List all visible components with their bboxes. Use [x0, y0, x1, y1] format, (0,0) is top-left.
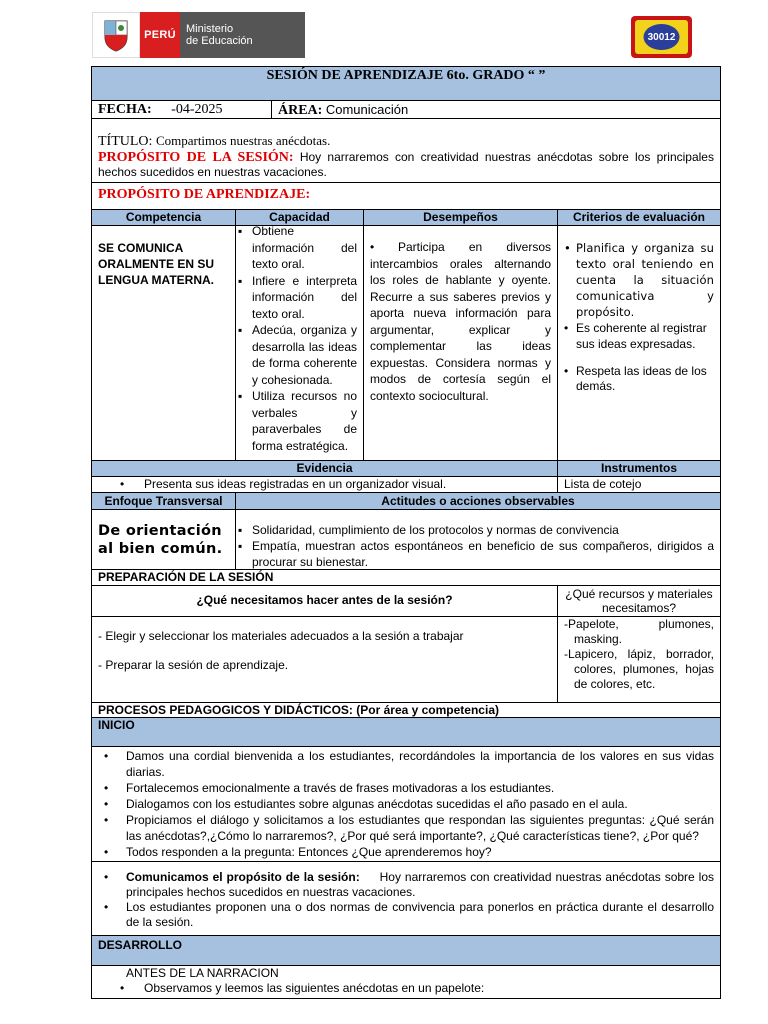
- criteria-list: [562, 240, 714, 394]
- session-purpose-value: Hoy narraremos con creatividad nuestras anécdotas sobre los principales hechos sucedidos en nuestras vacaciones.: [98, 150, 714, 179]
- evidence-header: Evidencia: [92, 461, 558, 476]
- inicio-item: • Damos una cordial bienvenida a los estudiantes, recordándoles la importancia de los valores en sus vidas diarias.: [102, 748, 714, 780]
- desarrollo-body: [92, 966, 720, 998]
- area-cell: [272, 101, 720, 118]
- attitudes-cell: [236, 510, 720, 569]
- date-cell: [92, 101, 272, 118]
- preparation-action: - Elegir y seleccionar los materiales adecuados a la sesión a trabajar: [98, 629, 464, 643]
- antes-label: ANTES DE LA NARRACION: [126, 966, 279, 980]
- performance-cell: [364, 226, 558, 460]
- col-criterios: Criterios de evaluación: [572, 210, 706, 224]
- observe-text: Observamos y leemos las siguientes anécdotas en un papelote:: [144, 981, 485, 995]
- purpose-communication-body: [92, 862, 720, 936]
- competency-header-row: [92, 210, 720, 226]
- capacities-cell: [236, 226, 364, 460]
- session-purpose: [98, 150, 714, 179]
- attitudes-list: [238, 522, 714, 570]
- material-item: -Lapicero, lápiz, borrador, colores, plumones, hojas de colores, etc.: [564, 647, 714, 691]
- evidence-cell: [92, 477, 558, 492]
- inicio-item: • Dialogamos con los estudiantes sobre algunas anécdotas sucedidas el año pasado en el aula.: [102, 796, 714, 812]
- preparation-questions-row: [92, 586, 720, 617]
- desarrollo-header: DESARROLLO: [92, 936, 720, 966]
- col-capacidad: Capacidad: [236, 210, 364, 225]
- capacities-list: [238, 223, 357, 454]
- inicio-item: • Fortalecemos emocionalmente a través de frases motivadoras a los estudiantes.: [102, 780, 714, 796]
- school-number: 30012: [647, 32, 676, 43]
- approach-header: Enfoque Transversal: [92, 493, 236, 509]
- ministry-label: [180, 12, 305, 58]
- col-desempenos: Desempeños: [364, 210, 558, 225]
- evidence-row: [92, 477, 720, 493]
- evidence-header-row: [92, 461, 720, 477]
- title-line: [98, 133, 714, 150]
- competency-text: SE COMUNICA ORALMENTE EN SU LENGUA MATERNA.: [92, 226, 236, 460]
- criteria-cell: [558, 226, 720, 460]
- approach-header-row: [92, 493, 720, 510]
- purpose-list: [102, 870, 714, 930]
- bullet-icon: •: [120, 981, 125, 995]
- instruments-header: Instrumentos: [600, 461, 677, 475]
- purpose-value: Hoy narraremos con creatividad nuestras anécdotas sobre los principales hechos sucedidos en nuestras vacaciones.: [126, 870, 714, 899]
- performance-text: Participa en diversos intercambios orales alternando los roles de hablante y oyente. Recurre a sus saberes previos y aporta nueva información para argumentar, explicar y complementar las ideas expuestas. Considera normas y modos de cortesía según el contexto sociocultural.: [370, 240, 551, 403]
- ministry-line2: de Educación: [186, 35, 253, 47]
- material-item: -Papelote, plumones, masking.: [564, 617, 714, 646]
- bullet-icon: •: [370, 240, 375, 254]
- inicio-list: [102, 748, 714, 860]
- inicio-header: INICIO: [92, 718, 720, 747]
- approach-text: De orientación al bien común.: [92, 510, 236, 569]
- title-value: Compartimos nuestras anécdotas.: [155, 133, 331, 148]
- norms-item: • Los estudiantes proponen una o dos normas de convivencia para ponerlos en práctica durante el desarrollo de la sesión.: [102, 900, 714, 930]
- inicio-body: [92, 747, 720, 862]
- session-purpose-label: PROPÓSITO DE LA SESIÓN:: [98, 150, 294, 165]
- inicio-item: • Todos responden a la pregunta: Entonces ¿Que aprenderemos hoy?: [102, 844, 714, 860]
- preparation-header: PREPARACIÓN DE LA SESIÓN: [92, 570, 720, 586]
- bullet-icon: •: [120, 477, 125, 491]
- preparation-body-row: [92, 617, 720, 703]
- approach-row: [92, 510, 720, 570]
- inicio-item: • Propiciamos el diálogo y solicitamos a los estudiantes que respondan las siguientes preguntas: ¿Qué serán las anécdotas?,¿Cómo lo narraremos?, ¿Por qué será importante?, ¿Qué características tiene?, ¿Por qué?: [102, 812, 714, 844]
- preparation-question-2: ¿Qué recursos y materiales necesitamos?: [565, 587, 713, 615]
- capacity-item: ▪ Infiere e interpreta información del texto oral.: [238, 273, 357, 323]
- col-competencia: Competencia: [92, 210, 236, 225]
- competency-body-row: [92, 226, 720, 461]
- purpose-label: Comunicamos el propósito de la sesión:: [126, 870, 360, 884]
- country-label: PERÚ: [140, 12, 180, 58]
- criteria-item: • Planifica y organiza su texto oral teniendo en cuenta la situación comunicativa y propósito.: [562, 240, 714, 320]
- capacity-item: ▪ Utiliza recursos no verbales y paraverbales de forma estratégica.: [238, 388, 357, 454]
- title-purpose-block: [92, 119, 720, 183]
- date-value: -04-2025: [171, 102, 223, 117]
- lesson-document: [91, 66, 721, 999]
- area-label: ÁREA:: [278, 103, 323, 118]
- capacity-item: ▪ Obtiene información del texto oral.: [238, 223, 357, 273]
- session-title: SESIÓN DE APRENDIZAJE 6to. GRADO “ ”: [92, 67, 720, 101]
- processes-header: PROCESOS PEDAGOGICOS Y DIDÁCTICOS: (Por área y competencia): [92, 703, 720, 718]
- learning-purpose-label: PROPÓSITO DE APRENDIZAJE:: [92, 183, 720, 210]
- ministry-line1: Ministerio: [186, 23, 234, 35]
- preparation-question-1: ¿Qué necesitamos hacer antes de la sesión?: [92, 586, 558, 616]
- attitudes-header: Actitudes o acciones observables: [381, 494, 575, 508]
- title-label: TÍTULO:: [98, 134, 153, 149]
- evidence-text: Presenta sus ideas registradas en un organizador visual.: [144, 477, 447, 491]
- purpose-item: [102, 870, 714, 900]
- preparation-action: - Preparar la sesión de aprendizaje.: [98, 658, 289, 672]
- date-area-row: [92, 101, 720, 119]
- ministry-logo: [92, 12, 305, 58]
- observe-item: [120, 981, 714, 996]
- preparation-actions: [92, 617, 558, 702]
- instrument-text: Lista de cotejo: [564, 477, 642, 491]
- criteria-item: • Es coherente al registrar sus ideas expresadas.: [562, 320, 714, 352]
- criteria-item: • Respeta las ideas de los demás.: [562, 364, 714, 394]
- attitude-item: ▪ Solidaridad, cumplimiento de los protocolos y normas de convivencia: [238, 522, 714, 538]
- preparation-materials: [558, 617, 720, 702]
- attitude-item: ▪ Empatía, muestran actos espontáneos en beneficio de sus compañeros, dirigidos a procurar su bienestar.: [238, 538, 714, 570]
- date-label: FECHA:: [98, 102, 152, 117]
- coat-of-arms-icon: [92, 12, 140, 58]
- capacity-item: ▪ Adecúa, organiza y desarrolla las ideas de forma coherente y cohesionada.: [238, 322, 357, 388]
- school-logo: [629, 14, 694, 60]
- area-value: Comunicación: [325, 102, 409, 117]
